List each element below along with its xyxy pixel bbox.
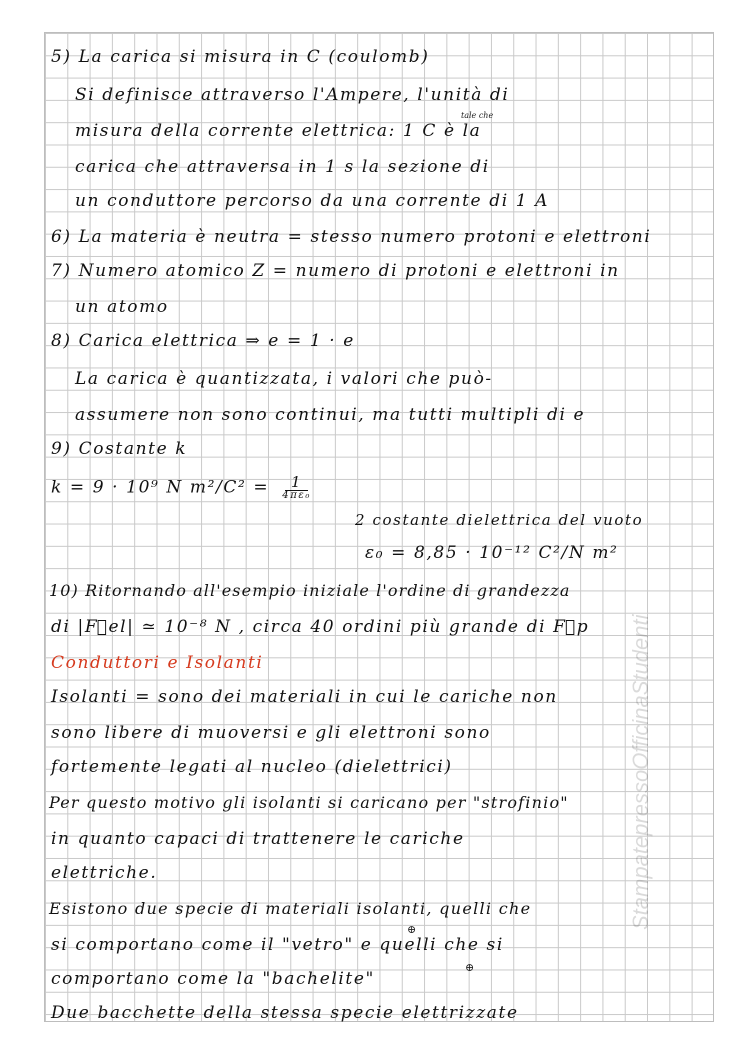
watermark: StampatepressoOfficinaStudenti <box>628 614 653 930</box>
formula-coulomb-constant <box>51 475 311 501</box>
note-line: Esistono due specie di materiali isolanti, quelli che <box>49 899 532 918</box>
note-line: Due bacchette della stessa specie elettrizzate <box>51 1003 519 1023</box>
note-line: Si definisce attraverso l'Ampere, l'unità di <box>75 85 510 105</box>
note-line: assumere non sono continui, ma tutti multipli di e <box>75 405 586 425</box>
plus-charge-icon: ⊕ <box>407 923 417 936</box>
formula-fraction <box>282 475 311 501</box>
note-line: 6) La materia è neutra = stesso numero protoni e elettroni <box>51 227 652 247</box>
note-line: Isolanti = sono dei materiali in cui le cariche non <box>51 687 558 707</box>
annotation-tale-che: tale che <box>461 111 494 120</box>
note-line: misura della corrente elettrica: 1 C è la <box>75 121 482 141</box>
note-line: un conduttore percorso da una corrente di 1 A <box>75 191 550 211</box>
note-line: sono libere di muoversi e gli elettroni sono <box>51 723 491 743</box>
note-line: 9) Costante k <box>51 439 188 459</box>
formula-k-value: k = 9 · 10⁹ N m²/C² = <box>51 477 270 498</box>
note-line: 2 costante dielettrica del vuoto <box>355 511 644 529</box>
note-line: Per questo motivo gli isolanti si caricano per "strofinio" <box>49 793 569 812</box>
section-heading: Conduttori e Isolanti <box>51 653 264 673</box>
note-line: ε₀ = 8,85 · 10⁻¹² C²/N m² <box>365 543 619 563</box>
plus-charge-icon: ⊕ <box>465 961 475 974</box>
note-line: carica che attraversa in 1 s la sezione di <box>75 157 490 177</box>
note-line: si comportano come il "vetro" e quelli che si <box>51 935 504 955</box>
note-line: 5) La carica si misura in C (coulomb) <box>51 47 430 67</box>
note-line: 7) Numero atomico Z = numero di protoni e elettroni in <box>51 261 620 281</box>
note-line: un atomo <box>75 297 169 317</box>
note-line: elettriche. <box>51 863 158 883</box>
note-line: fortemente legati al nucleo (dielettrici) <box>51 757 453 777</box>
fraction-numerator: 1 <box>285 475 308 491</box>
fraction-denominator: 4πε₀ <box>282 490 311 501</box>
note-line: La carica è quantizzata, i valori che può- <box>75 369 493 389</box>
note-line: 10) Ritornando all'esempio iniziale l'ordine di grandezza <box>49 581 571 600</box>
note-line: in quanto capaci di trattenere le cariche <box>51 829 465 849</box>
graph-paper-sheet <box>44 32 714 1022</box>
note-line: comportano come la "bachelite" <box>51 969 375 989</box>
note-line: 8) Carica elettrica ⇒ e = 1 · e <box>51 331 355 351</box>
note-line: di |F⃗el| ≃ 10⁻⁸ N , circa 40 ordini più grande di F⃗p <box>51 617 590 637</box>
